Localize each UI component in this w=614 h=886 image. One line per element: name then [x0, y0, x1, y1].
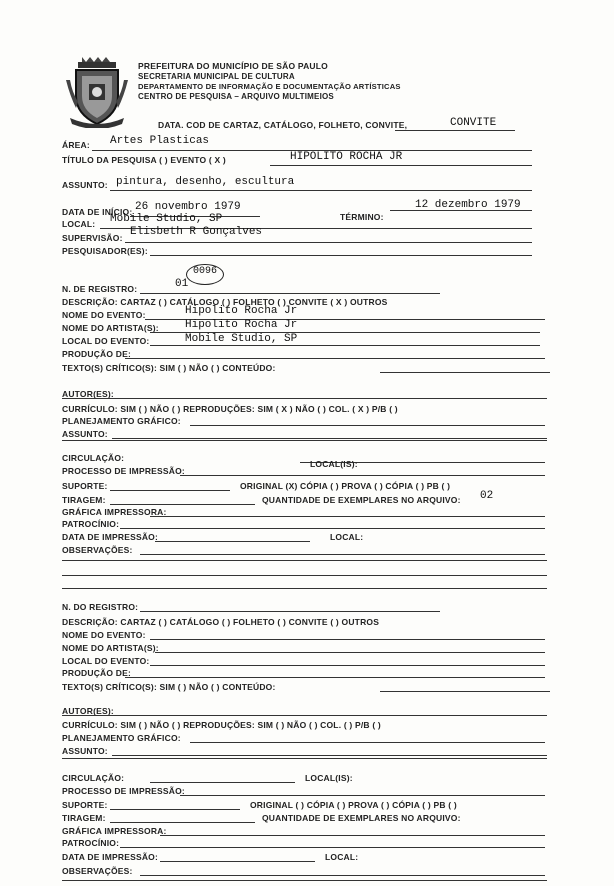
support-label: SUPORTE: — [62, 481, 108, 491]
grafica-line-2 — [160, 835, 545, 836]
event-local-label: LOCAL DO EVENTO: — [62, 336, 150, 346]
reg-number-line-2 — [140, 611, 440, 612]
subject-line-2 — [112, 755, 547, 756]
support-label-2: SUPORTE: — [62, 800, 108, 810]
title-value: HIPOLITO ROCHA JR — [290, 151, 403, 163]
description-label: DESCRIÇÃO: CARTAZ ( ) CATÁLOGO ( ) FOLHETO ( ) CONVITE ( X ) OUTROS — [62, 297, 388, 307]
patron-line — [120, 528, 545, 529]
tirage-line-2 — [110, 822, 255, 823]
stamp-number: 0096 — [193, 266, 218, 277]
separator-line-6 — [62, 880, 547, 881]
separator-line-3 — [62, 575, 547, 576]
catalog-value: CONVITE — [450, 117, 497, 129]
subject-line — [112, 438, 547, 439]
locais-label: LOCAL(IS): — [310, 459, 358, 469]
tirage-label-2: TIRAGEM: — [62, 813, 106, 823]
curriculum-label: CURRÍCULO: SIM ( ) NÃO ( ) REPRODUÇÕES: SIM ( X ) NÃO ( ) COL. ( X ) P/B ( ) — [62, 404, 398, 414]
local-label: LOCAL: — [62, 219, 96, 229]
separator-line-2 — [62, 560, 547, 561]
circulation-label: CIRCULAÇÃO: — [62, 453, 125, 463]
authors-line-2 — [62, 398, 547, 399]
artist-name-value: Hipolito Rocha Jr — [185, 319, 298, 331]
production-line-2 — [125, 677, 545, 678]
grafica-label-2: GRÁFICA IMPRESSORA: — [62, 826, 167, 836]
description-label-2: DESCRIÇÃO: CARTAZ ( ) CATÁLOGO ( ) FOLHETO ( ) CONVITE ( ) OUTROS — [62, 617, 380, 627]
reg-number-label: N. DE REGISTRO: — [62, 284, 138, 294]
production-label-2: PRODUÇÃO DE: — [62, 668, 131, 678]
event-name-label: NOME DO EVENTO: — [62, 310, 146, 320]
coat-of-arms-logo — [64, 56, 130, 128]
production-label: PRODUÇÃO DE: — [62, 349, 131, 359]
subject-label: ASSUNTO: — [62, 180, 108, 190]
end-value: 12 dezembro 1979 — [415, 199, 521, 211]
support-line — [110, 490, 230, 491]
event-name-value: Hipolito Rocha Jr — [185, 305, 298, 317]
event-name-label-2: NOME DO EVENTO: — [62, 630, 146, 640]
catalog-label: DATA. COD DE CARTAZ, CATÁLOGO, FOLHETO, CONVITE, — [158, 120, 408, 130]
curriculum-label-2: CURRÍCULO: SIM ( ) NÃO ( ) REPRODUÇÕES: SIM ( ) NÃO ( ) COL. ( ) P/B ( ) — [62, 720, 381, 730]
print-date-label-2: DATA DE IMPRESSÃO: — [62, 852, 159, 862]
critical-texts-label: TEXTO(S) CRÍTICO(S): SIM ( ) NÃO ( ) CONTEÚDO: — [62, 363, 276, 373]
local-label-r1: LOCAL: — [330, 532, 364, 542]
critical-texts-line — [380, 372, 550, 373]
support-line-2 — [110, 809, 240, 810]
graphic-planning-line — [190, 425, 545, 426]
header-line-1: PREFEITURA DO MUNICÍPIO DE SÃO PAULO — [138, 61, 328, 71]
header-line-3: DEPARTAMENTO DE INFORMAÇÃO E DOCUMENTAÇÃO ARTÍSTICAS — [138, 82, 401, 91]
event-local-value: Mobile Studio, SP — [185, 333, 298, 345]
artist-name-line-2 — [155, 652, 545, 653]
subject-label-2: ASSUNTO: — [62, 746, 108, 756]
quantity-label-2: QUANTIDADE DE EXEMPLARES NO ARQUIVO: — [262, 813, 461, 823]
authors-label-2: AUTOR(ES): — [62, 706, 114, 716]
print-date-line — [155, 541, 310, 542]
production-line — [125, 358, 545, 359]
reg-number-value: 01 — [175, 278, 189, 290]
graphic-planning-label-2: PLANEJAMENTO GRÁFICO: — [62, 733, 181, 743]
local-value: Mobile Studio, SP — [110, 213, 223, 225]
original-label-2: ORIGINAL ( ) CÓPIA ( ) PROVA ( ) CÓPIA ( ) PB ( ) — [250, 800, 457, 810]
original-label: ORIGINAL (X) CÓPIA ( ) PROVA ( ) CÓPIA ( ) PB ( ) — [240, 481, 451, 491]
critical-texts-line-2 — [380, 691, 550, 692]
tirage-label: TIRAGEM: — [62, 495, 106, 505]
patron-label: PATROCÍNIO: — [62, 519, 120, 529]
circulation-label-2: CIRCULAÇÃO: — [62, 773, 125, 783]
start-value: 26 novembro 1979 — [135, 201, 241, 213]
obs-label-2: OBSERVAÇÕES: — [62, 866, 133, 876]
printing-label: PROCESSO DE IMPRESSÃO: — [62, 466, 185, 476]
artist-name-label: NOME DO ARTISTA(S): — [62, 323, 159, 333]
obs-label: OBSERVAÇÕES: — [62, 545, 133, 555]
supervisor-value: Elisbeth R Gonçalves — [130, 226, 263, 238]
circulation-line-2 — [150, 782, 295, 783]
start-label: DATA DE INÍCIO: — [62, 207, 133, 217]
printing-line-2 — [180, 795, 545, 796]
quantity-label: QUANTIDADE DE EXEMPLARES NO ARQUIVO: — [262, 495, 461, 505]
separator-line-1 — [62, 440, 547, 441]
locais-label-2: LOCAL(IS): — [305, 773, 353, 783]
header-line-4: CENTRO DE PESQUISA – ARQUIVO MULTIMEIOS — [138, 92, 334, 101]
title-label: TÍTULO DA PESQUISA ( ) EVENTO ( X ) — [62, 155, 226, 165]
patron-label-2: PATROCÍNIO: — [62, 838, 120, 848]
grafica-line — [150, 516, 545, 517]
reg-number-label-2: N. DO REGISTRO: — [62, 602, 139, 612]
area-value: Artes Plasticas — [110, 135, 210, 147]
authors-line-4 — [62, 715, 547, 716]
print-date-line-2 — [160, 861, 315, 862]
artist-name-label-2: NOME DO ARTISTA(S): — [62, 643, 159, 653]
event-name-line-2 — [150, 639, 545, 640]
reg-number-line — [140, 293, 440, 294]
printing-label-2: PROCESSO DE IMPRESSÃO: — [62, 786, 185, 796]
area-label: ÁREA: — [62, 140, 90, 150]
supervisor-label: SUPERVISÃO: — [62, 233, 123, 243]
researchers-label: PESQUISADOR(ES): — [62, 246, 148, 256]
printing-line — [180, 475, 545, 476]
term-label: TÉRMINO: — [340, 212, 384, 222]
critical-texts-label-2: TEXTO(S) CRÍTICO(S): SIM ( ) NÃO ( ) CONTEÚDO: — [62, 682, 276, 692]
authors-label: AUTOR(ES): — [62, 389, 114, 399]
obs-line-2 — [140, 875, 545, 876]
obs-line — [140, 554, 545, 555]
subject-label: ASSUNTO: — [62, 429, 108, 439]
separator-line-5 — [62, 758, 547, 759]
quantity-value: 02 — [480, 490, 494, 502]
grafica-label: GRÁFICA IMPRESSORA: — [62, 507, 167, 517]
tirage-line — [110, 504, 255, 505]
local-label-r2: LOCAL: — [325, 852, 359, 862]
graphic-planning-line-2 — [190, 742, 545, 743]
event-local-label-2: LOCAL DO EVENTO: — [62, 656, 150, 666]
event-local-line — [150, 345, 540, 346]
patron-line-2 — [120, 847, 545, 848]
subject-value: pintura, desenho, escultura — [116, 176, 295, 188]
separator-line-4 — [62, 588, 547, 589]
print-date-label: DATA DE IMPRESSÃO: — [62, 532, 159, 542]
header-line-2: SECRETARIA MUNICIPAL DE CULTURA — [138, 72, 295, 81]
event-local-line-2 — [150, 665, 545, 666]
graphic-planning-label: PLANEJAMENTO GRÁFICO: — [62, 416, 181, 426]
